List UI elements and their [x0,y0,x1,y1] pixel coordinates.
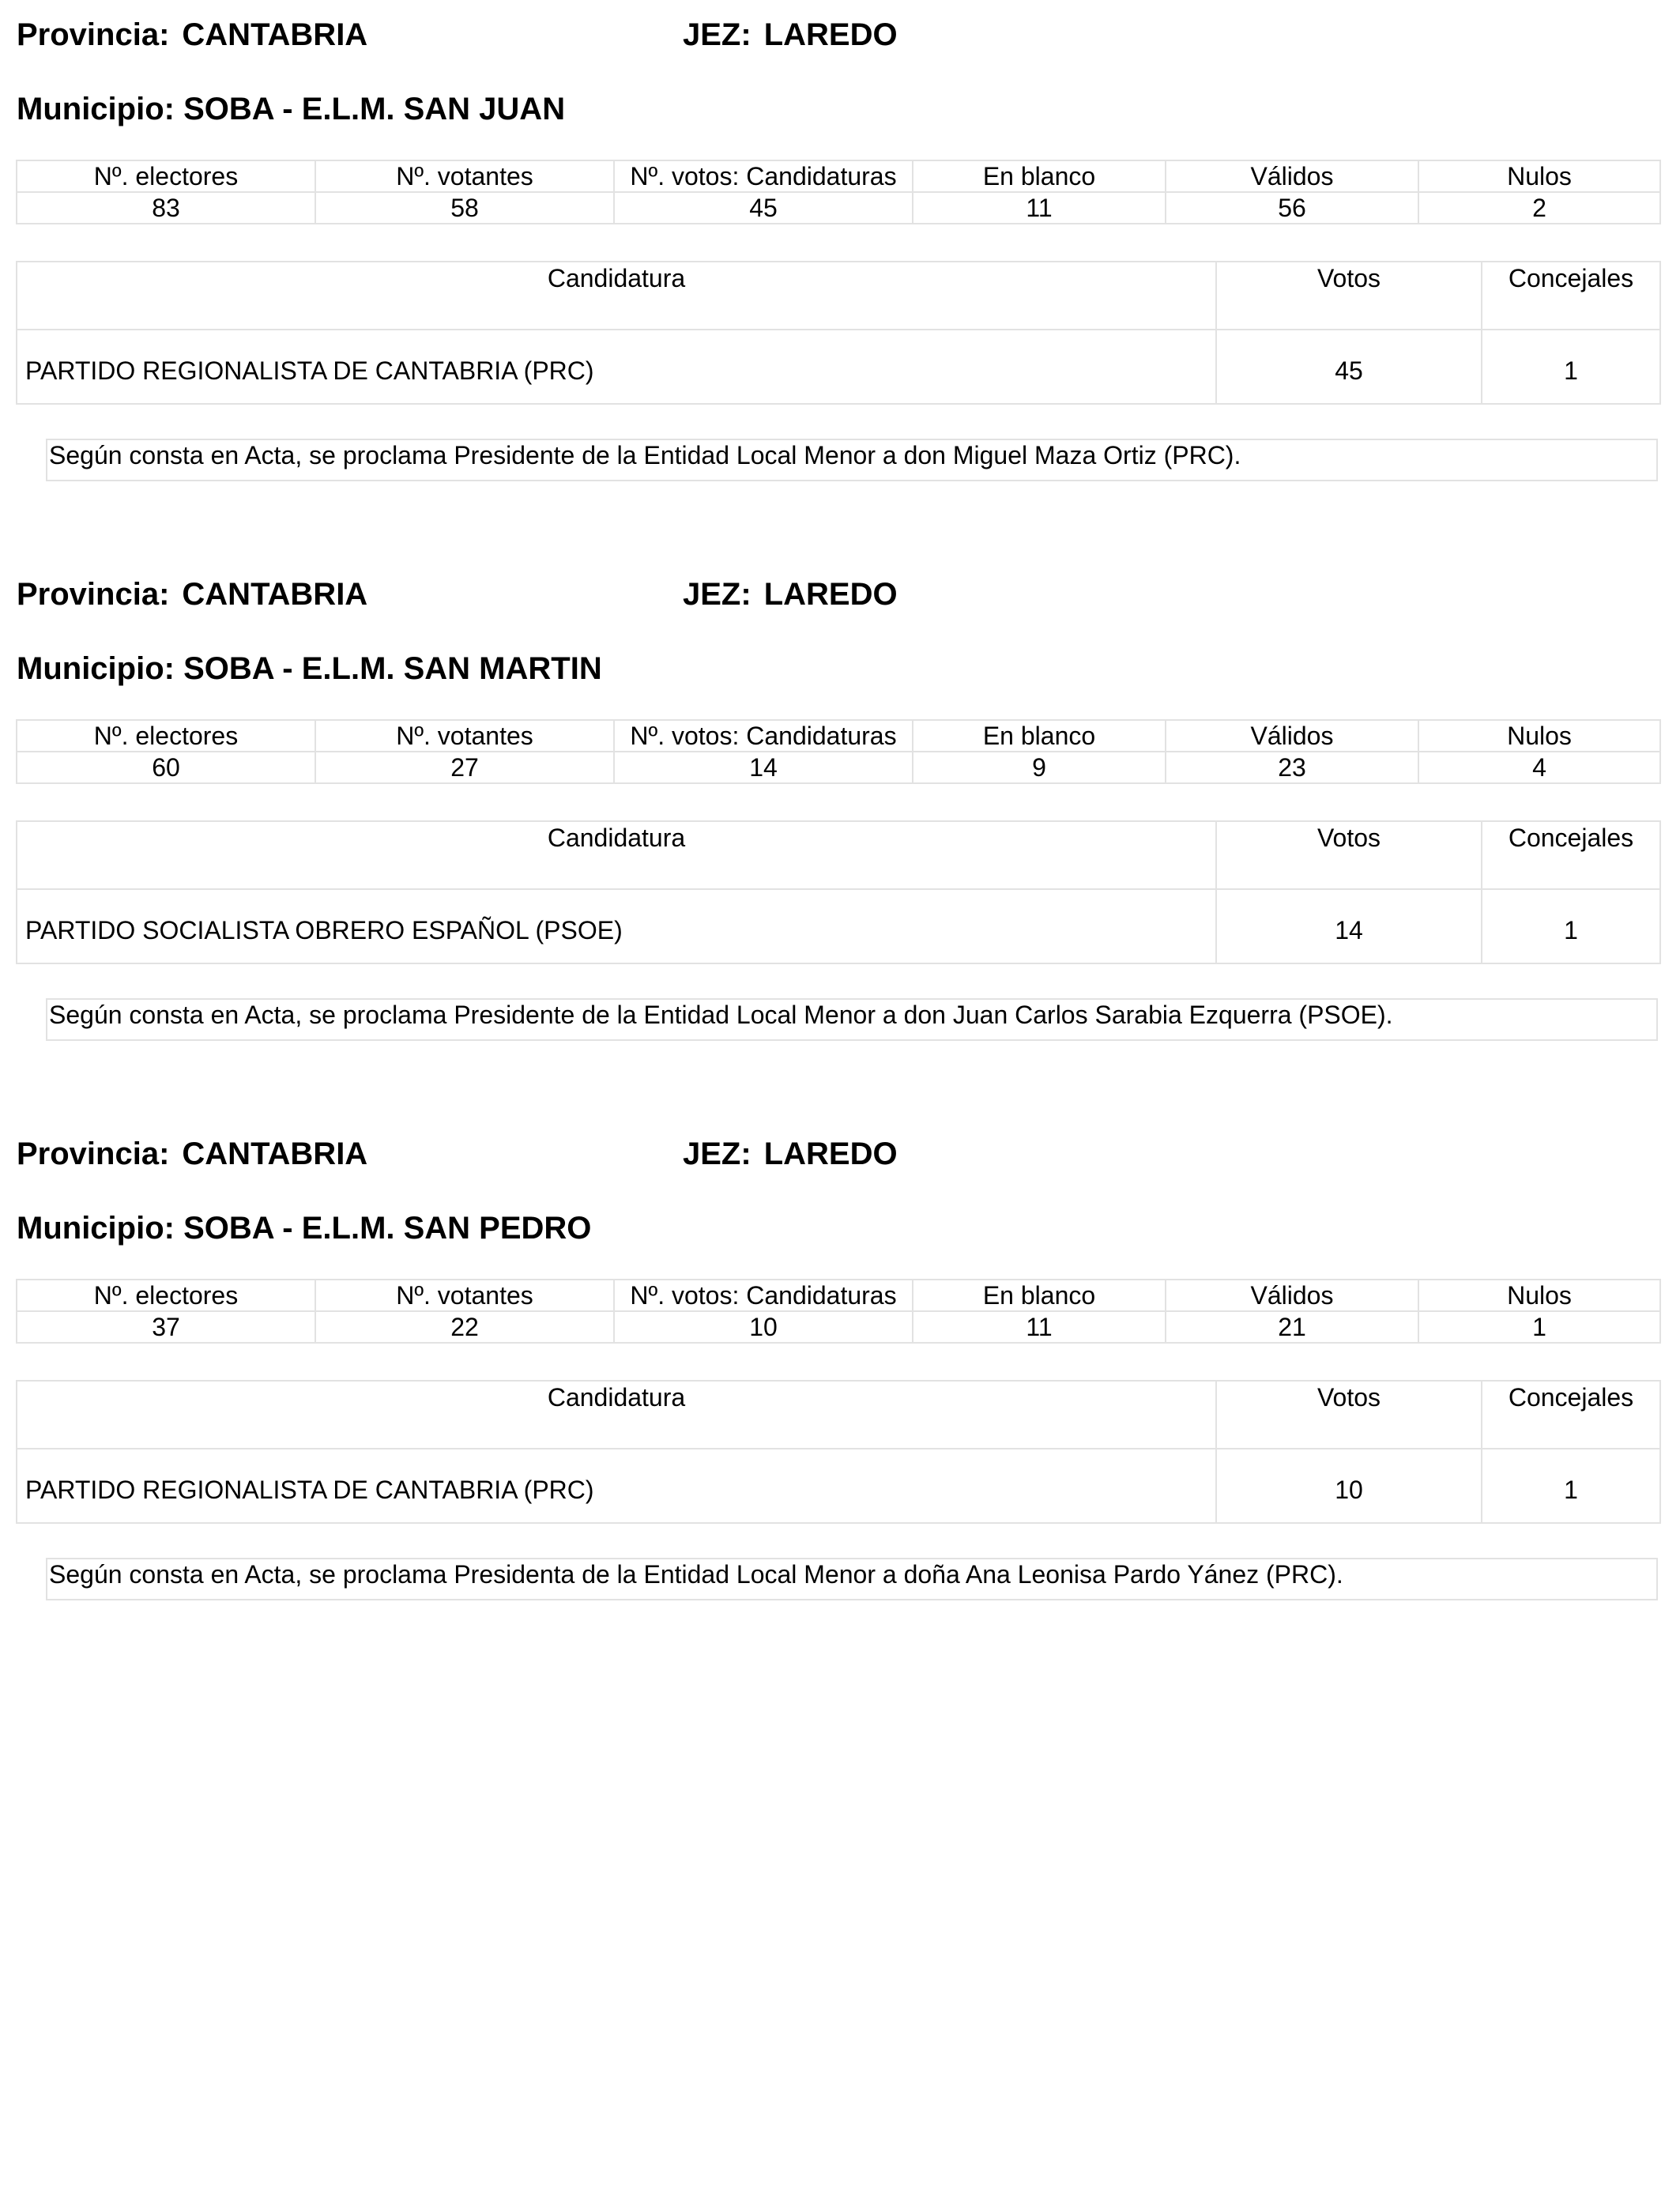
stats-header-electores: Nº. electores [17,720,315,752]
stats-header-votos-candidaturas: Nº. votos: Candidaturas [614,160,913,192]
jez-value: LAREDO [763,1137,898,1171]
votos-header: Votos [1216,262,1482,330]
stats-table [16,719,1661,784]
stats-electores: 83 [17,192,315,224]
section-san-juan [0,0,1680,490]
stats-votos-candidaturas: 10 [614,1311,913,1343]
jez-label: JEZ: [683,17,751,52]
stats-header-row [17,1280,1660,1311]
candidatura-votos: 14 [1216,889,1482,963]
stats-header-row [17,160,1660,192]
concejales-header: Concejales [1482,821,1660,889]
candidatura-concejales: 1 [1482,889,1660,963]
stats-en-blanco: 11 [913,1311,1166,1343]
candidatura-header: Candidatura [17,262,1216,330]
provincia-value: CANTABRIA [182,17,368,52]
concejales-header: Concejales [1482,262,1660,330]
provincia-label: Provincia: [17,1137,170,1171]
provincia-label: Provincia: [17,577,170,612]
municipio-value: SOBA - E.L.M. SAN PEDRO [183,1211,592,1246]
candidatura-concejales: 1 [1482,330,1660,404]
candidatura-name: PARTIDO REGIONALISTA DE CANTABRIA (PRC) [17,330,1216,404]
stats-nulos: 2 [1418,192,1660,224]
stats-validos: 23 [1166,752,1418,783]
stats-table [16,1279,1661,1344]
stats-header-en-blanco: En blanco [913,160,1166,192]
candidatura-table [16,261,1661,405]
stats-header-validos: Válidos [1166,1280,1418,1311]
stats-header-nulos: Nulos [1418,160,1660,192]
stats-validos: 56 [1166,192,1418,224]
provincia-value: CANTABRIA [182,1137,368,1171]
votos-header: Votos [1216,1381,1482,1449]
jez-value: LAREDO [763,577,898,612]
candidatura-row [17,1449,1660,1523]
stats-table [16,160,1661,224]
municipio-heading [17,1209,591,1247]
candidatura-header-row [17,262,1660,330]
concejales-header: Concejales [1482,1381,1660,1449]
provincia-value: CANTABRIA [182,577,368,612]
candidatura-header: Candidatura [17,1381,1216,1449]
candidatura-table [16,820,1661,964]
municipio-label: Municipio: [17,92,175,126]
section-san-pedro [0,1119,1680,1609]
candidatura-concejales: 1 [1482,1449,1660,1523]
stats-votantes: 27 [315,752,614,783]
stats-header-row [17,720,1660,752]
stats-value-row [17,1311,1660,1343]
stats-en-blanco: 9 [913,752,1166,783]
stats-header-votantes: Nº. votantes [315,720,614,752]
stats-electores: 37 [17,1311,315,1343]
stats-header-votantes: Nº. votantes [315,160,614,192]
stats-header-votos-candidaturas: Nº. votos: Candidaturas [614,1280,913,1311]
candidatura-votos: 45 [1216,330,1482,404]
jez-heading [683,1135,898,1173]
municipio-label: Municipio: [17,651,175,686]
stats-votantes: 22 [315,1311,614,1343]
municipio-heading [17,650,602,688]
stats-nulos: 1 [1418,1311,1660,1343]
jez-heading [683,16,898,54]
stats-header-nulos: Nulos [1418,1280,1660,1311]
candidatura-header: Candidatura [17,821,1216,889]
candidatura-row [17,889,1660,963]
stats-votantes: 58 [315,192,614,224]
section-san-martin [0,560,1680,1050]
provincia-heading [17,1135,367,1173]
stats-header-validos: Válidos [1166,720,1418,752]
provincia-heading [17,575,367,613]
proclamacion-text: Según consta en Acta, se proclama Presidenta de la Entidad Local Menor a doña Ana Leonisa Pardo Yánez (PRC). [46,1558,1658,1600]
municipio-value: SOBA - E.L.M. SAN MARTIN [183,651,602,686]
candidatura-votos: 10 [1216,1449,1482,1523]
stats-value-row [17,752,1660,783]
stats-validos: 21 [1166,1311,1418,1343]
municipio-label: Municipio: [17,1211,175,1246]
stats-header-electores: Nº. electores [17,1280,315,1311]
proclamacion-text: Según consta en Acta, se proclama Presidente de la Entidad Local Menor a don Juan Carlos Sarabia Ezquerra (PSOE). [46,998,1658,1041]
stats-votos-candidaturas: 45 [614,192,913,224]
votos-header: Votos [1216,821,1482,889]
jez-heading [683,575,898,613]
candidatura-name: PARTIDO REGIONALISTA DE CANTABRIA (PRC) [17,1449,1216,1523]
provincia-label: Provincia: [17,17,170,52]
candidatura-name: PARTIDO SOCIALISTA OBRERO ESPAÑOL (PSOE) [17,889,1216,963]
stats-header-votantes: Nº. votantes [315,1280,614,1311]
stats-header-votos-candidaturas: Nº. votos: Candidaturas [614,720,913,752]
candidatura-header-row [17,821,1660,889]
stats-en-blanco: 11 [913,192,1166,224]
jez-value: LAREDO [763,17,898,52]
candidatura-header-row [17,1381,1660,1449]
stats-votos-candidaturas: 14 [614,752,913,783]
stats-header-nulos: Nulos [1418,720,1660,752]
candidatura-table [16,1380,1661,1524]
municipio-heading [17,90,565,128]
stats-header-en-blanco: En blanco [913,1280,1166,1311]
stats-electores: 60 [17,752,315,783]
candidatura-row [17,330,1660,404]
stats-nulos: 4 [1418,752,1660,783]
stats-header-validos: Válidos [1166,160,1418,192]
municipio-value: SOBA - E.L.M. SAN JUAN [183,92,566,126]
stats-header-electores: Nº. electores [17,160,315,192]
stats-header-en-blanco: En blanco [913,720,1166,752]
jez-label: JEZ: [683,577,751,612]
proclamacion-text: Según consta en Acta, se proclama Presidente de la Entidad Local Menor a don Miguel Maza Ortiz (PRC). [46,439,1658,481]
provincia-heading [17,16,367,54]
stats-value-row [17,192,1660,224]
jez-label: JEZ: [683,1137,751,1171]
